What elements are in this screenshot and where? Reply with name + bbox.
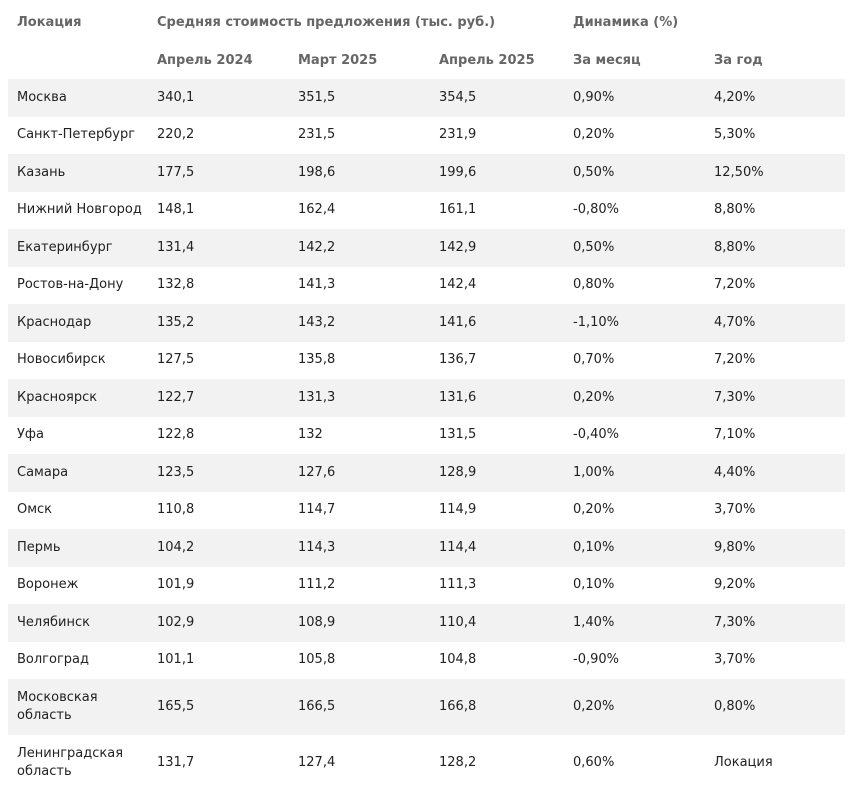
header-dynamics: Динамика (%) bbox=[573, 14, 679, 30]
cell-year: 7,10% bbox=[705, 417, 845, 455]
cell-city: Воронеж bbox=[8, 567, 148, 605]
cell-city: Ростов-на-Дону bbox=[8, 267, 148, 305]
cell-apr2025: 354,5 bbox=[430, 79, 564, 117]
cell-apr2024: 148,1 bbox=[148, 192, 289, 230]
cell-year: 12,50% bbox=[705, 154, 845, 192]
cell-mar2025: 105,8 bbox=[289, 642, 430, 680]
cell-year: 4,20% bbox=[705, 79, 845, 117]
cell-year: 7,20% bbox=[705, 267, 845, 305]
cell-year: 7,30% bbox=[705, 604, 845, 642]
cell-month: 0,10% bbox=[564, 529, 705, 567]
cell-mar2025: 108,9 bbox=[289, 604, 430, 642]
cell-apr2025: 161,1 bbox=[430, 192, 564, 230]
header-location: Локация bbox=[17, 14, 82, 30]
cell-city: Пермь bbox=[8, 529, 148, 567]
cell-city: Краснодар bbox=[8, 304, 148, 342]
cell-apr2024: 110,8 bbox=[148, 492, 289, 530]
cell-apr2025: 131,5 bbox=[430, 417, 564, 455]
cell-year: 3,70% bbox=[705, 492, 845, 530]
cell-apr2025: 104,8 bbox=[430, 642, 564, 680]
cell-apr2025: 114,9 bbox=[430, 492, 564, 530]
table-row bbox=[8, 567, 845, 605]
cell-month: 0,10% bbox=[564, 567, 705, 605]
cell-month: -0,40% bbox=[564, 417, 705, 455]
cell-month: 1,00% bbox=[564, 454, 705, 492]
cell-month: 0,50% bbox=[564, 154, 705, 192]
cell-apr2025: 166,8 bbox=[430, 679, 564, 735]
table-row bbox=[8, 192, 845, 230]
cell-month: -0,80% bbox=[564, 192, 705, 230]
header-empty bbox=[8, 41, 148, 79]
cell-month: 0,70% bbox=[564, 342, 705, 380]
cell-apr2025: 128,2 bbox=[430, 735, 564, 791]
cell-mar2025: 114,7 bbox=[289, 492, 430, 530]
cell-month: 0,20% bbox=[564, 679, 705, 735]
cell-month: 0,20% bbox=[564, 379, 705, 417]
cell-city: Казань bbox=[8, 154, 148, 192]
cell-apr2024: 101,1 bbox=[148, 642, 289, 680]
cell-apr2024: 131,4 bbox=[148, 229, 289, 267]
cell-city: Екатеринбург bbox=[8, 229, 148, 267]
cell-apr2024: 340,1 bbox=[148, 79, 289, 117]
cell-apr2024: 131,7 bbox=[148, 735, 289, 791]
cell-apr2024: 101,9 bbox=[148, 567, 289, 605]
cell-mar2025: 351,5 bbox=[289, 79, 430, 117]
table-row bbox=[8, 642, 845, 680]
cell-month: 0,20% bbox=[564, 492, 705, 530]
cell-mar2025: 162,4 bbox=[289, 192, 430, 230]
cell-apr2024: 135,2 bbox=[148, 304, 289, 342]
cell-apr2025: 111,3 bbox=[430, 567, 564, 605]
cell-month: 0,90% bbox=[564, 79, 705, 117]
cell-city: Московская область bbox=[8, 679, 148, 735]
cell-city: Новосибирск bbox=[8, 342, 148, 380]
cell-year: 8,80% bbox=[705, 192, 845, 230]
cell-apr2024: 127,5 bbox=[148, 342, 289, 380]
cell-apr2025: 231,9 bbox=[430, 117, 564, 155]
cell-year: 9,80% bbox=[705, 529, 845, 567]
cell-month: 0,20% bbox=[564, 117, 705, 155]
header-apr2024: Апрель 2024 bbox=[157, 52, 253, 68]
header-year: За год bbox=[714, 52, 763, 68]
cell-month: 1,40% bbox=[564, 604, 705, 642]
cell-apr2025: 141,6 bbox=[430, 304, 564, 342]
cell-month: 0,80% bbox=[564, 267, 705, 305]
table-row bbox=[8, 79, 845, 117]
header-month: За месяц bbox=[573, 52, 641, 68]
cell-year: 7,30% bbox=[705, 379, 845, 417]
header-mar2025: Март 2025 bbox=[298, 52, 378, 68]
cell-apr2024: 123,5 bbox=[148, 454, 289, 492]
cell-mar2025: 127,6 bbox=[289, 454, 430, 492]
cell-mar2025: 142,2 bbox=[289, 229, 430, 267]
cell-month: -0,90% bbox=[564, 642, 705, 680]
cell-city: Челябинск bbox=[8, 604, 148, 642]
cell-apr2025: 114,4 bbox=[430, 529, 564, 567]
cell-apr2025: 131,6 bbox=[430, 379, 564, 417]
cell-year: 3,70% bbox=[705, 642, 845, 680]
header-avg-price: Средняя стоимость предложения (тыс. руб.) bbox=[157, 14, 496, 30]
cell-apr2024: 177,5 bbox=[148, 154, 289, 192]
table-row bbox=[8, 267, 845, 305]
cell-year: 0,80% bbox=[705, 679, 845, 735]
cell-apr2024: 132,8 bbox=[148, 267, 289, 305]
cell-apr2025: 142,4 bbox=[430, 267, 564, 305]
header-apr2025: Апрель 2025 bbox=[439, 52, 535, 68]
cell-mar2025: 198,6 bbox=[289, 154, 430, 192]
cell-year: 5,30% bbox=[705, 117, 845, 155]
cell-month: -1,10% bbox=[564, 304, 705, 342]
cell-city: Уфа bbox=[8, 417, 148, 455]
cell-city: Ленинградская область bbox=[8, 735, 148, 791]
cell-apr2024: 104,2 bbox=[148, 529, 289, 567]
cell-city: Самара bbox=[8, 454, 148, 492]
table-row bbox=[8, 679, 845, 735]
table-row bbox=[8, 529, 845, 567]
cell-year: 4,70% bbox=[705, 304, 845, 342]
table-row bbox=[8, 304, 845, 342]
cell-city: Нижний Новгород bbox=[8, 192, 148, 230]
table-row bbox=[8, 117, 845, 155]
header-row-columns bbox=[8, 41, 845, 79]
cell-mar2025: 141,3 bbox=[289, 267, 430, 305]
cell-city: Красноярск bbox=[8, 379, 148, 417]
cell-city: Омск bbox=[8, 492, 148, 530]
cell-mar2025: 114,3 bbox=[289, 529, 430, 567]
price-table bbox=[8, 3, 845, 791]
table-row bbox=[8, 417, 845, 455]
cell-apr2025: 142,9 bbox=[430, 229, 564, 267]
table-row bbox=[8, 454, 845, 492]
table-row bbox=[8, 342, 845, 380]
cell-month: 0,60% bbox=[564, 735, 705, 791]
cell-mar2025: 143,2 bbox=[289, 304, 430, 342]
cell-mar2025: 132 bbox=[289, 417, 430, 455]
cell-mar2025: 135,8 bbox=[289, 342, 430, 380]
cell-year: Локация bbox=[705, 735, 845, 791]
table-row bbox=[8, 492, 845, 530]
cell-city: Волгоград bbox=[8, 642, 148, 680]
cell-apr2024: 102,9 bbox=[148, 604, 289, 642]
table-row bbox=[8, 379, 845, 417]
cell-apr2025: 199,6 bbox=[430, 154, 564, 192]
cell-apr2025: 136,7 bbox=[430, 342, 564, 380]
cell-year: 7,20% bbox=[705, 342, 845, 380]
table-row bbox=[8, 604, 845, 642]
table-row bbox=[8, 735, 845, 791]
cell-month: 0,50% bbox=[564, 229, 705, 267]
cell-apr2024: 122,8 bbox=[148, 417, 289, 455]
table-body bbox=[8, 79, 845, 791]
cell-city: Санкт-Петербург bbox=[8, 117, 148, 155]
cell-year: 9,20% bbox=[705, 567, 845, 605]
cell-apr2024: 220,2 bbox=[148, 117, 289, 155]
cell-city: Москва bbox=[8, 79, 148, 117]
header-row-group bbox=[8, 3, 845, 41]
cell-year: 4,40% bbox=[705, 454, 845, 492]
cell-apr2024: 122,7 bbox=[148, 379, 289, 417]
cell-mar2025: 131,3 bbox=[289, 379, 430, 417]
cell-year: 8,80% bbox=[705, 229, 845, 267]
cell-mar2025: 166,5 bbox=[289, 679, 430, 735]
cell-mar2025: 231,5 bbox=[289, 117, 430, 155]
cell-mar2025: 127,4 bbox=[289, 735, 430, 791]
cell-apr2025: 128,9 bbox=[430, 454, 564, 492]
cell-mar2025: 111,2 bbox=[289, 567, 430, 605]
table-row bbox=[8, 154, 845, 192]
cell-apr2025: 110,4 bbox=[430, 604, 564, 642]
table-row bbox=[8, 229, 845, 267]
cell-apr2024: 165,5 bbox=[148, 679, 289, 735]
